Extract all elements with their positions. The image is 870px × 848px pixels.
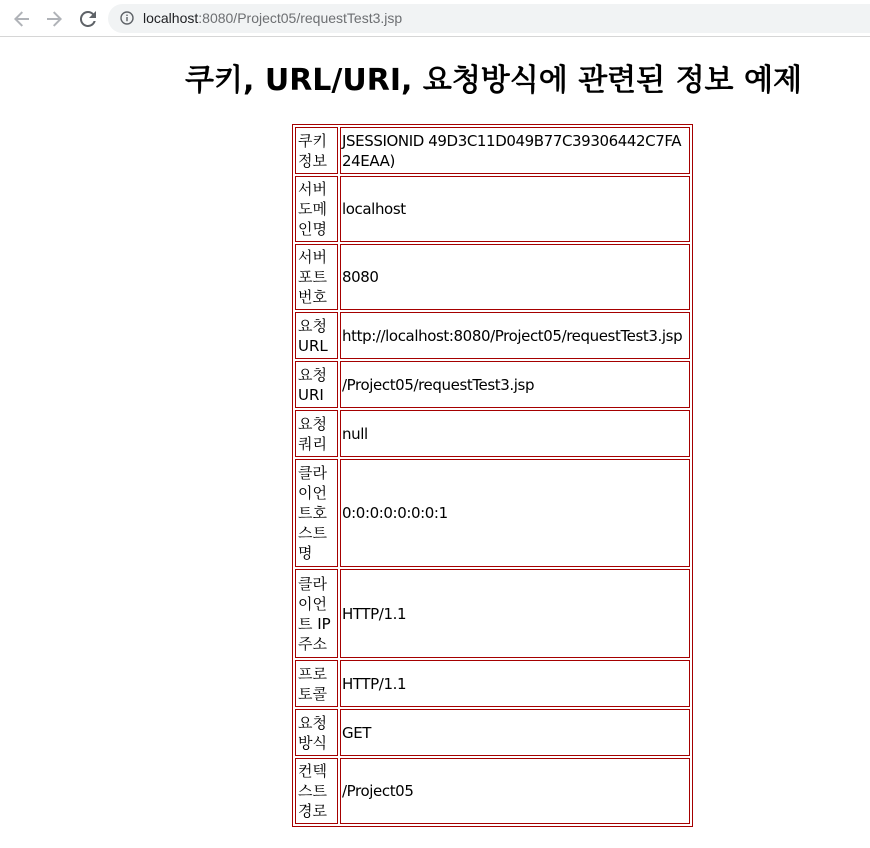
row-label: 클라이언트 IP주소 bbox=[298, 574, 331, 653]
info-icon[interactable] bbox=[120, 11, 134, 25]
row-value-cell bbox=[340, 127, 690, 174]
table-row bbox=[295, 312, 690, 359]
row-value-cell bbox=[340, 758, 690, 824]
row-label: 서버도메인명 bbox=[298, 180, 327, 238]
row-value: http://localhost:8080/Project05/requestTest3.jsp bbox=[342, 326, 683, 345]
row-value: null bbox=[342, 424, 368, 443]
row-value: HTTP/1.1 bbox=[342, 604, 407, 623]
row-label: 쿠키정보 bbox=[298, 131, 327, 170]
row-value: /Project05/requestTest3.jsp bbox=[342, 375, 535, 394]
row-label: 요청URI bbox=[298, 365, 327, 404]
row-value-cell bbox=[340, 176, 690, 242]
request-info-rows bbox=[295, 127, 690, 824]
row-value-cell bbox=[340, 410, 690, 457]
row-label-cell bbox=[295, 244, 338, 310]
back-button[interactable] bbox=[10, 7, 34, 31]
row-value: GET bbox=[342, 723, 372, 742]
row-label: 요청URL bbox=[298, 316, 328, 355]
row-label-cell bbox=[295, 312, 338, 359]
row-label-cell bbox=[295, 127, 338, 174]
arrow-right-icon bbox=[46, 11, 62, 27]
row-label-cell bbox=[295, 660, 338, 707]
row-label: 클라이언트호스트명 bbox=[298, 464, 327, 562]
url-path: :8080/Project05/requestTest3.jsp bbox=[198, 10, 403, 26]
row-value-cell bbox=[340, 569, 690, 658]
url-text[interactable] bbox=[143, 10, 402, 27]
row-value: 8080 bbox=[342, 268, 379, 286]
browser-toolbar bbox=[0, 0, 870, 37]
forward-button[interactable] bbox=[42, 7, 66, 31]
row-value-cell bbox=[340, 660, 690, 707]
row-value: HTTP/1.1 bbox=[342, 674, 407, 693]
row-label-cell bbox=[295, 410, 338, 457]
arrow-left-icon bbox=[14, 11, 30, 27]
row-value: 0:0:0:0:0:0:0:1 bbox=[342, 504, 448, 522]
row-label: 요청방식 bbox=[298, 713, 327, 752]
table-row bbox=[295, 569, 690, 658]
table-row bbox=[295, 709, 690, 756]
address-bar[interactable] bbox=[108, 4, 870, 33]
reload-icon bbox=[80, 11, 96, 27]
request-info-table bbox=[292, 124, 693, 827]
row-value: localhost bbox=[342, 200, 406, 218]
row-value: JSESSIONID 49D3C11D049B77C39306442C7FA24EAA) bbox=[342, 131, 682, 170]
row-label-cell bbox=[295, 569, 338, 658]
table-row bbox=[295, 176, 690, 242]
row-value-cell bbox=[340, 312, 690, 359]
row-label-cell bbox=[295, 361, 338, 408]
table-row bbox=[295, 660, 690, 707]
row-label: 프로토콜 bbox=[298, 664, 327, 703]
table-row bbox=[295, 244, 690, 310]
table-row bbox=[295, 459, 690, 567]
row-label-cell bbox=[295, 709, 338, 756]
row-value-cell bbox=[340, 709, 690, 756]
row-label-cell bbox=[295, 459, 338, 567]
reload-button[interactable] bbox=[76, 7, 100, 31]
row-label: 요청쿼리 bbox=[298, 414, 327, 453]
row-value-cell bbox=[340, 244, 690, 310]
table-row bbox=[295, 758, 690, 824]
url-host: localhost bbox=[143, 10, 199, 26]
row-label-cell bbox=[295, 758, 338, 824]
table-row bbox=[295, 361, 690, 408]
row-value: /Project05 bbox=[342, 782, 414, 800]
row-label-cell bbox=[295, 176, 338, 242]
row-value-cell bbox=[340, 459, 690, 567]
page-title: 쿠키, URL/URI, 요청방식에 관련된 정보 예제 bbox=[185, 63, 802, 98]
row-label: 서버포트번호 bbox=[298, 248, 327, 306]
row-label: 컨텍스트경로 bbox=[298, 762, 327, 820]
table-row bbox=[295, 410, 690, 457]
table-row bbox=[295, 127, 690, 174]
row-value-cell bbox=[340, 361, 690, 408]
